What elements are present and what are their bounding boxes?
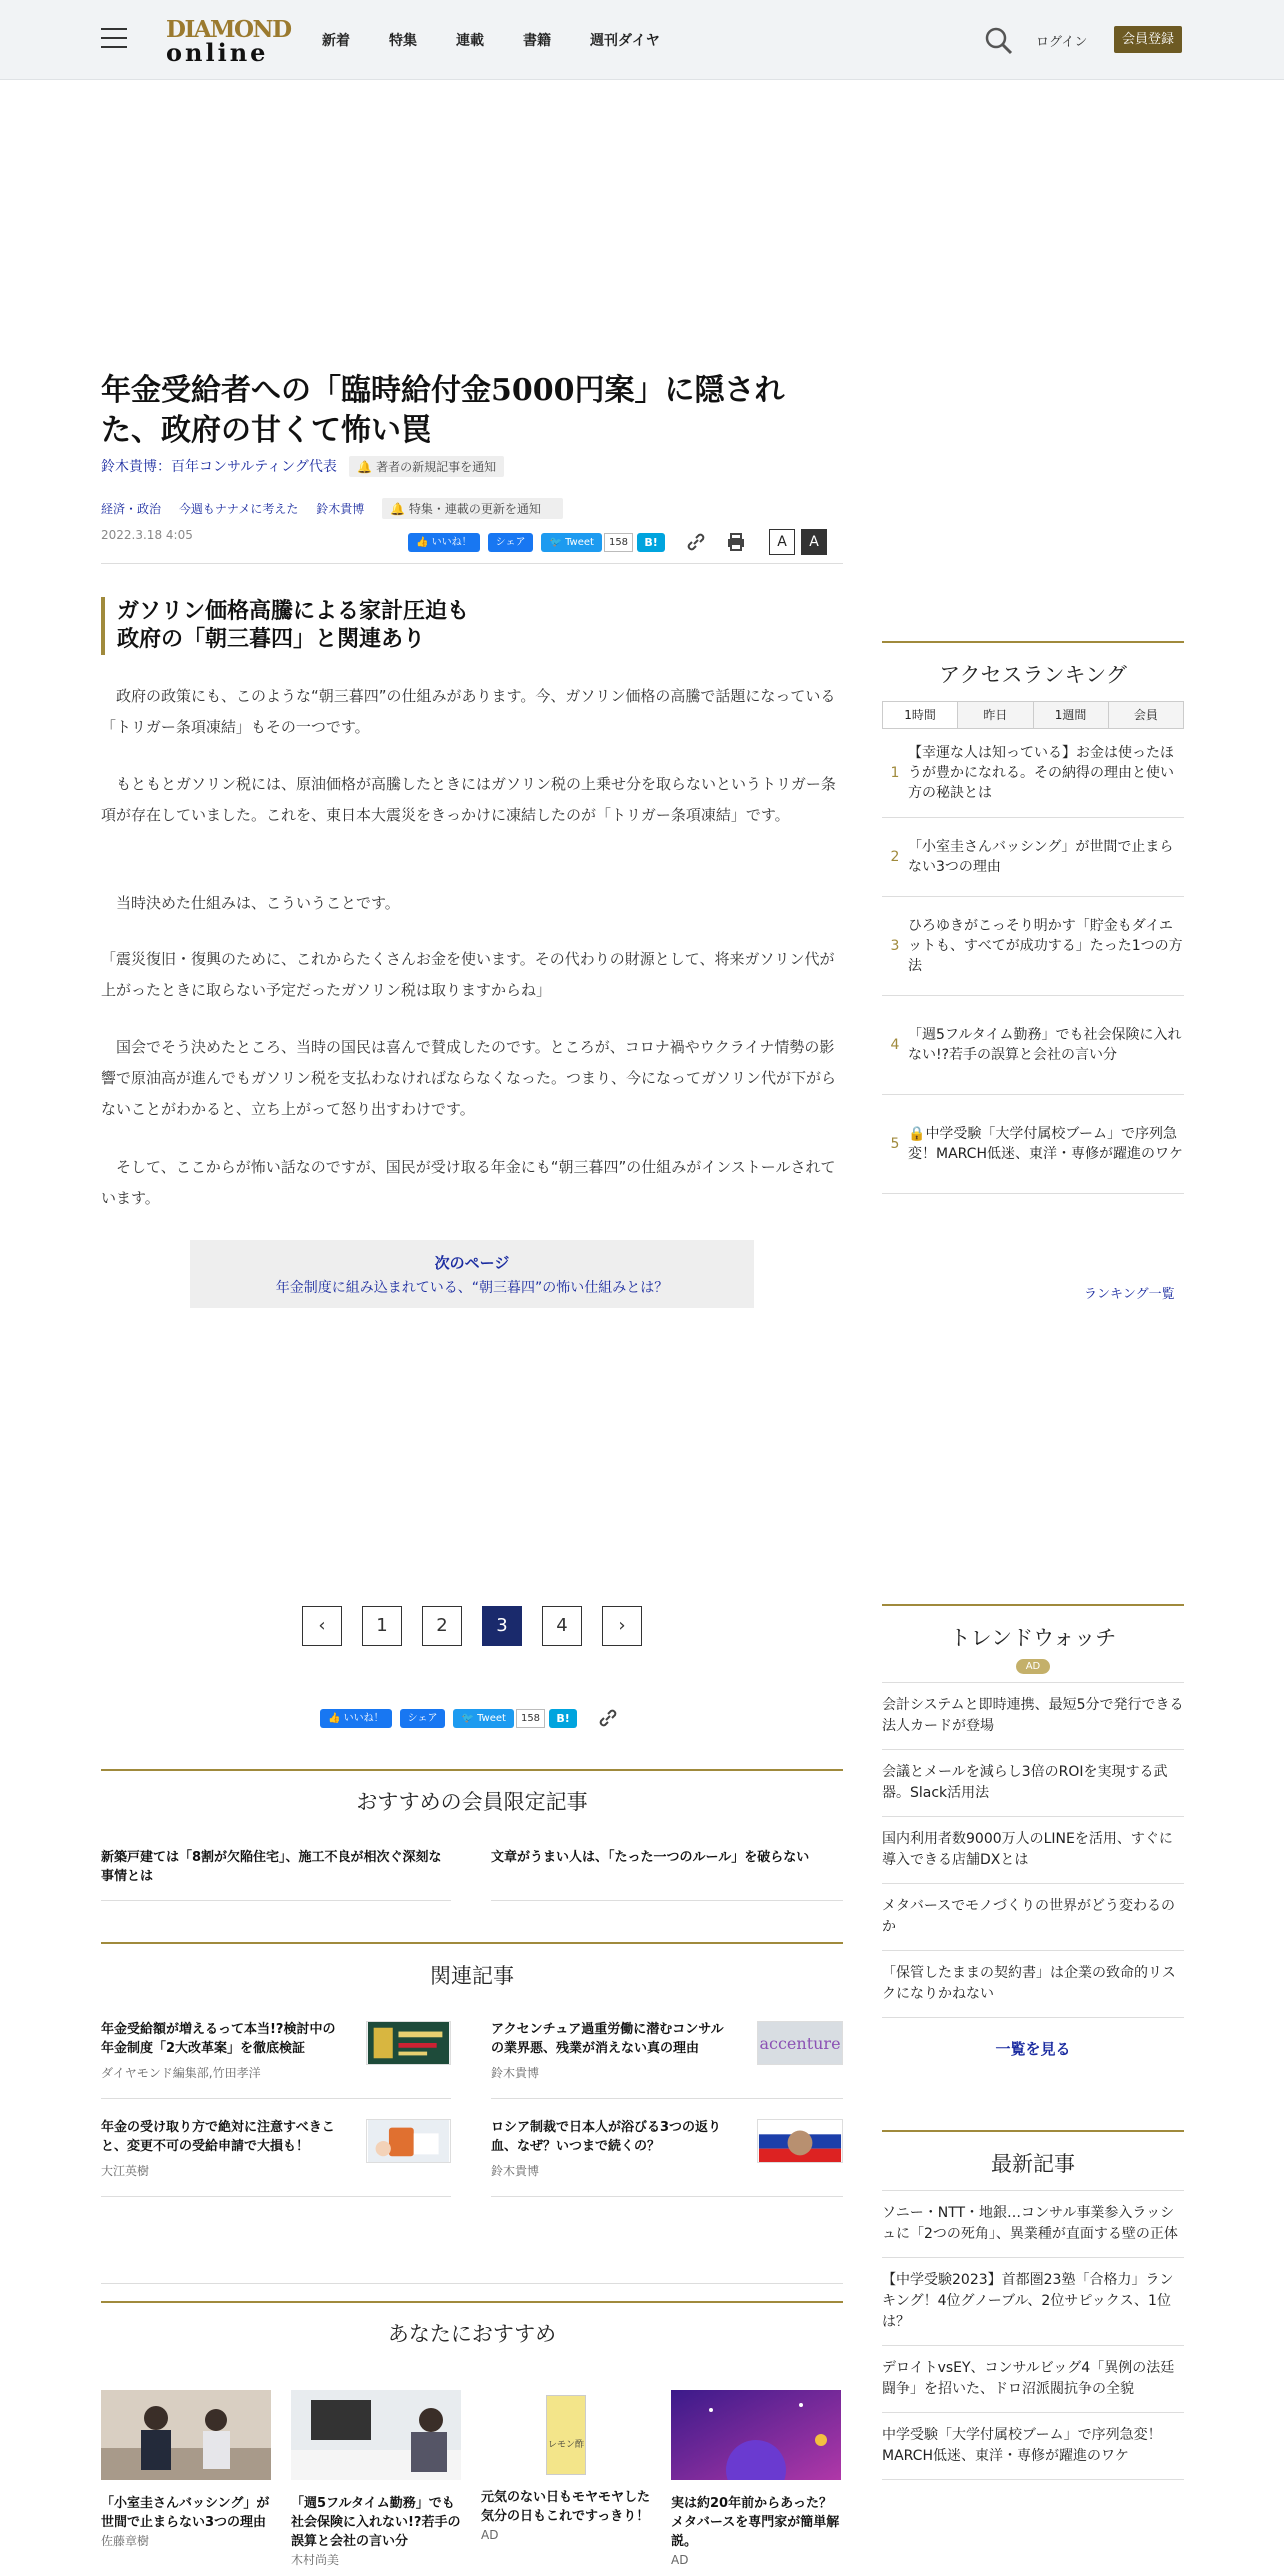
- tweet-count: 158: [604, 533, 633, 552]
- paragraph: 政府の政策にも、このような“朝三暮四”の仕組みがあります。今、ガソリン価格の高騰で話題になっている「トリガー条項凍結」もその一つです。: [101, 687, 836, 736]
- latest-item[interactable]: 中学受験「大学付属校ブーム」で序列急変！MARCH低迷、東洋・専修が躍進のワケ: [882, 2413, 1184, 2480]
- nav-item-series[interactable]: 連載: [456, 33, 484, 49]
- page-button[interactable]: 4: [542, 1606, 582, 1646]
- divider: [101, 2196, 451, 2197]
- share-bar-top: [408, 529, 827, 555]
- ranking-widget: [882, 641, 1184, 1194]
- page-button[interactable]: 2: [422, 1606, 462, 1646]
- ranking-item[interactable]: 1 【幸運な人は知っている】お金は使ったほうが豊かになれる。その納得の理由と使い方の秘訣とは: [882, 729, 1184, 818]
- latest-item[interactable]: ソニー・NTT・地銀…コンサル事業参入ラッシュに「2つの死角」、異業種が直面する壁の正体: [882, 2191, 1184, 2258]
- page-button[interactable]: 1: [362, 1606, 402, 1646]
- related-thumbnail[interactable]: accenture: [757, 2021, 843, 2065]
- nav-item-weekly[interactable]: 週刊ダイヤ: [590, 33, 660, 49]
- ranking-tab-yesterday[interactable]: 昨日: [957, 702, 1032, 728]
- ranking-tabs: [882, 701, 1184, 729]
- ad-label-wrap: [882, 1654, 1184, 1674]
- next-page-button[interactable]: ›: [602, 1606, 642, 1646]
- facebook-share-button[interactable]: シェア: [488, 533, 534, 552]
- section-heading: ガソリン価格高騰による家計圧迫も 政府の「朝三暮四」と関連あり: [101, 597, 843, 655]
- paragraph: 当時決めた仕組みは、こういうことです。: [116, 894, 400, 912]
- paragraph: そして、ここからが怖い話なのですが、国民が受け取る年金にも“朝三暮四”の仕組みがインストールされています。: [101, 1158, 836, 1207]
- paragraph: 国会でそう決めたところ、当時の国民は喜んで賛成したのです。ところが、コロナ禍やウクライナ情勢の影響で原油高が進んでもガソリン税を支払わなければならなくなった。つまり、今になってガソリン代が下がらないことがわかると、立ち上がって怒り出すわけです。: [101, 1038, 837, 1118]
- recommend-card[interactable]: レモン酢 元気のない日もモヤモヤした気分の日もこれですっきり！ AD: [481, 2390, 653, 2545]
- recommend-card[interactable]: 実は約20年前からあった？メタバースを専門家が簡単解説。 AD: [671, 2390, 843, 2570]
- author-notify-button[interactable]: 🔔 著者の新規記事を通知: [349, 456, 504, 477]
- section-rule: [101, 1942, 843, 1944]
- tag-link[interactable]: 今週もナナメに考えた: [178, 502, 299, 516]
- author-link[interactable]: 鈴木貴博：百年コンサルティング代表: [101, 459, 337, 475]
- section-rule: [101, 1769, 843, 1771]
- search-icon[interactable]: [984, 26, 1014, 56]
- ranking-item[interactable]: 5 🔒中学受験「大学付属校ブーム」で序列急変！MARCH低迷、東洋・専修が躍進のワケ: [882, 1095, 1184, 1194]
- trend-item[interactable]: 国内利用者数9000万人のLINEを活用、すぐに導入できる店舗DXとは: [882, 1817, 1184, 1884]
- latest-item[interactable]: デロイトvsEY、コンサルビッグ4「異例の法廷闘争」を招いた、ドロ沼派閥抗争の全貌: [882, 2346, 1184, 2413]
- member-article-card[interactable]: 文章がうまい人は、「たった一つのルール」を破らない: [491, 1850, 810, 1865]
- link-copy-icon[interactable]: [685, 531, 707, 553]
- ranking-tab-hour[interactable]: 1時間: [883, 702, 957, 728]
- recommend-card[interactable]: 「小室圭さんバッシング」が世間で止まらない3つの理由 佐藤章樹: [101, 2390, 273, 2551]
- ranking-tab-member[interactable]: 会員: [1108, 702, 1183, 728]
- series-notify-button[interactable]: 🔔 特集・連載の更新を通知: [382, 498, 563, 519]
- trend-item[interactable]: メタバースでモノづくりの世界がどう変わるのか: [882, 1884, 1184, 1951]
- tag-link[interactable]: 鈴木貴博: [316, 502, 365, 516]
- register-button[interactable]: 会員登録: [1114, 26, 1182, 53]
- tweet-button[interactable]: 🐦 Tweet: [541, 533, 602, 552]
- site-header: [0, 0, 1284, 80]
- tweet-count: 158: [516, 1709, 545, 1728]
- divider: [491, 1900, 843, 1901]
- facebook-like-button[interactable]: 👍 いいね！: [320, 1709, 392, 1728]
- trend-item[interactable]: 会議とメールを減らし3倍のROIを実現する武器。Slack活用法: [882, 1750, 1184, 1817]
- trend-item[interactable]: 「保管したままの契約書」は企業の致命的リスクになりかねない: [882, 1951, 1184, 2018]
- print-icon[interactable]: [725, 531, 747, 553]
- related-article-card[interactable]: 年金の受け取り方で絶対に注意すべきこと、変更不可の受給申請で大損も！ 大江英樹: [101, 2120, 335, 2178]
- site-logo[interactable]: DIAMOND online: [166, 16, 291, 67]
- recommend-thumbnail: [671, 2390, 841, 2480]
- facebook-share-button[interactable]: シェア: [400, 1709, 446, 1728]
- lock-icon: 🔒: [908, 1126, 926, 1142]
- paragraph: 「震災復旧・復興のために、これからたくさんお金を使います。その代わりの財源として、将来ガソリン代が上がったときに取らない予定だったガソリン税は取りますからね」: [101, 950, 835, 999]
- article-tags: [101, 498, 577, 519]
- divider: [101, 2283, 843, 2284]
- recommend-thumbnail: [291, 2390, 461, 2480]
- related-thumbnail[interactable]: [366, 2119, 451, 2163]
- font-size-large-button[interactable]: A: [801, 529, 827, 555]
- page-button-current[interactable]: 3: [482, 1606, 522, 1646]
- ranking-tab-week[interactable]: 1週間: [1033, 702, 1108, 728]
- related-section-title: 関連記事: [430, 1964, 514, 1988]
- member-section-title: おすすめの会員限定記事: [356, 1790, 588, 1814]
- facebook-like-button[interactable]: 👍 いいね！: [408, 533, 480, 552]
- trend-title: トレンドウォッチ: [949, 1626, 1117, 1650]
- related-article-card[interactable]: ロシア制裁で日本人が浴びる3つの返り血、なぜ？いつまで続くの？ 鈴木貴博: [491, 2120, 722, 2178]
- ranking-item[interactable]: 3 ひろゆきがこっそり明かす「貯金もダイエットも、すべてが成功する」たった1つの方法: [882, 897, 1184, 996]
- login-link[interactable]: ログイン: [1036, 35, 1088, 50]
- section-rule: [101, 2301, 843, 2303]
- divider: [491, 2196, 843, 2197]
- ad-badge: AD: [1016, 1659, 1051, 1674]
- latest-item[interactable]: 【中学受験2023】首都圏23塾「合格力」ランキング！4位グノーブル、2位サピックス、1位は？: [882, 2258, 1184, 2346]
- hamburger-menu-icon[interactable]: [101, 28, 127, 50]
- recommend-thumbnail: レモン酢: [481, 2390, 651, 2480]
- trend-item[interactable]: 会計システムと即時連携、最短5分で発行できる法人カードが登場: [882, 1683, 1184, 1750]
- ranking-more-link[interactable]: ランキング一覧: [1084, 1287, 1175, 1302]
- publish-date: 2022.3.18 4:05: [101, 528, 193, 542]
- hatena-bookmark-button[interactable]: B!: [549, 1709, 577, 1728]
- prev-page-button[interactable]: ‹: [302, 1606, 342, 1646]
- paragraph: もともとガソリン税には、原油価格が高騰したときにはガソリン税の上乗せ分を取らないというトリガー条項が存在していました。これを、東日本大震災をきっかけに凍結したのが「トリガー条項凍結」です。: [101, 775, 836, 824]
- ranking-title: アクセスランキング: [939, 663, 1127, 687]
- related-article-card[interactable]: 年金受給額が増えるって本当!?検討中の年金制度「2大改革案」を徹底検証 ダイヤモンド編集部,竹田孝洋: [101, 2022, 336, 2080]
- related-thumbnail[interactable]: [757, 2119, 843, 2163]
- divider: [101, 2098, 451, 2099]
- trend-widget: [882, 1604, 1184, 2059]
- article-title: 年金受給者への「臨時給付金5000円案」に隠された、政府の甘くて怖い罠: [101, 373, 785, 448]
- nav-item-new[interactable]: 新着: [322, 33, 350, 49]
- related-article-card[interactable]: アクセンチュア過重労働に潜むコンサルの業界悪、残業が消えない真の理由 鈴木貴博: [491, 2022, 724, 2080]
- member-article-card[interactable]: 新築戸建ては「8割が欠陥住宅」、施工不良が相次ぐ深刻な事情とは: [101, 1850, 442, 1884]
- recommend-section-title: あなたにおすすめ: [387, 2322, 557, 2346]
- tweet-button[interactable]: 🐦 Tweet: [453, 1709, 514, 1728]
- recommend-thumbnail: [101, 2390, 271, 2480]
- latest-title: 最新記事: [991, 2152, 1075, 2176]
- latest-widget: [882, 2130, 1184, 2480]
- next-page-link[interactable]: 次のページ 年金制度に組み込まれている、“朝三暮四”の怖い仕組みとは？: [190, 1240, 754, 1308]
- pagination: [302, 1606, 642, 1646]
- hatena-bookmark-button[interactable]: B!: [637, 533, 665, 552]
- divider: [491, 2098, 843, 2099]
- link-copy-icon[interactable]: [597, 1707, 619, 1729]
- tag-link[interactable]: 経済・政治: [101, 502, 162, 516]
- nav-item-feature[interactable]: 特集: [389, 33, 417, 49]
- nav-item-books[interactable]: 書籍: [523, 33, 551, 49]
- author-line: [101, 456, 504, 477]
- trend-more-link[interactable]: 一覧を見る: [995, 2040, 1071, 2058]
- share-bar-bottom: [320, 1707, 619, 1729]
- ranking-item[interactable]: 2 「小室圭さんバッシング」が世間で止まらない3つの理由: [882, 818, 1184, 897]
- divider: [101, 1900, 451, 1901]
- header-divider: [101, 563, 843, 564]
- related-thumbnail[interactable]: [366, 2021, 451, 2065]
- ranking-item[interactable]: 4 「週5フルタイム勤務」でも社会保険に入れない!?若手の誤算と会社の言い分: [882, 996, 1184, 1095]
- font-size-small-button[interactable]: A: [769, 529, 795, 555]
- recommend-card[interactable]: 「週5フルタイム勤務」でも社会保険に入れない!?若手の誤算と会社の言い分 木村尚美: [291, 2390, 463, 2570]
- main-nav: [322, 30, 699, 50]
